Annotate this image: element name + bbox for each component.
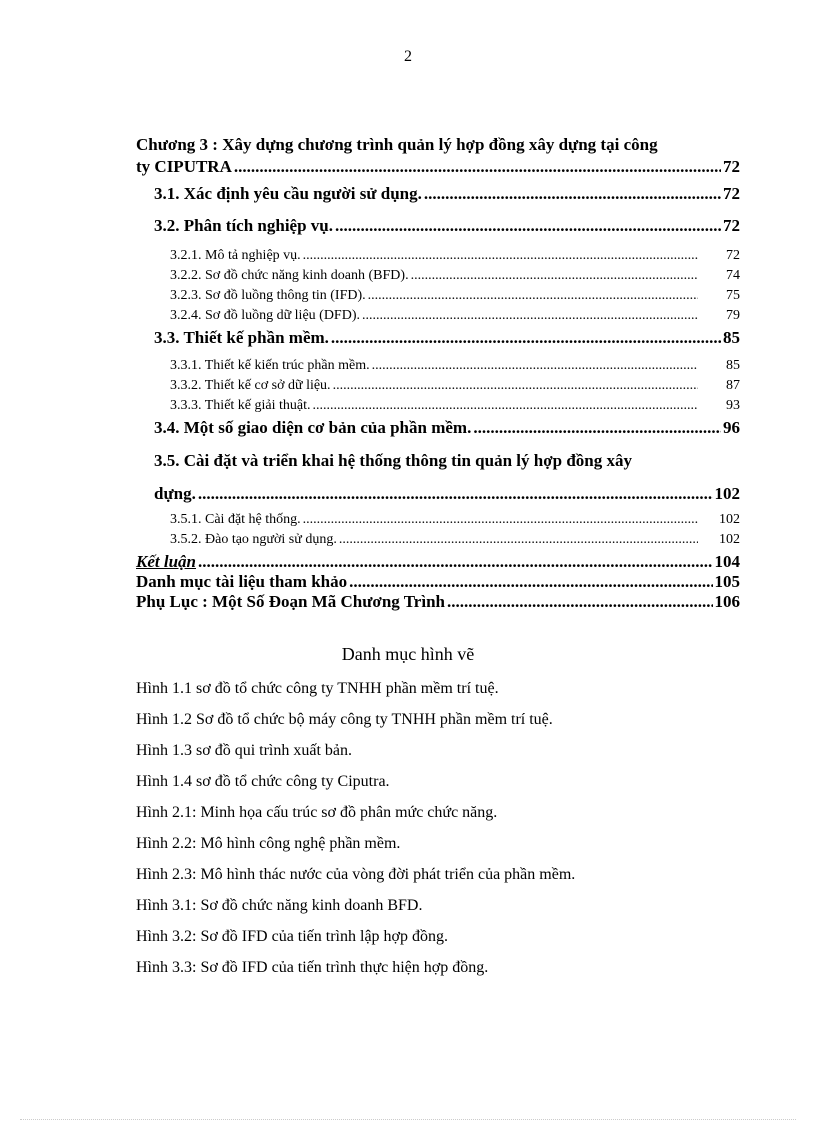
toc-section-title-cont: dựng.: [154, 484, 196, 503]
toc-section-title: 3.4. Một số giao diện cơ bản của phần mềm.: [154, 418, 472, 437]
toc-page-number: 87: [726, 378, 740, 393]
toc-section-3-3: [136, 328, 740, 348]
toc-leader: [333, 376, 698, 396]
toc-leader: [234, 156, 721, 178]
toc-subsections-3-2: [136, 246, 740, 326]
toc-leader: [411, 266, 698, 286]
toc-page-number: 79: [726, 308, 740, 323]
toc-leader: [349, 572, 712, 592]
toc-section-title: 3.3. Thiết kế phần mềm.: [154, 328, 329, 347]
toc-subsection-title: 3.5.1. Cài đặt hệ thống.: [170, 512, 301, 527]
toc-leader: [424, 184, 721, 204]
toc-page-number: 96: [723, 418, 740, 437]
table-of-contents: [136, 134, 740, 612]
toc-leader: [447, 592, 713, 612]
toc-page-number: 85: [723, 328, 740, 347]
toc-leader: [362, 306, 698, 326]
toc-page-number: 72: [723, 157, 740, 176]
toc-page-number: 102: [714, 484, 740, 503]
page-number: 2: [404, 48, 412, 65]
toc-subsection-title: 3.3.3. Thiết kế giải thuật.: [170, 398, 311, 413]
toc-leader: [331, 328, 721, 348]
toc-leader: [368, 286, 698, 306]
toc-subsection-3-2-1: [136, 246, 740, 266]
toc-section-3-1: [136, 184, 740, 204]
page-bottom-divider: [20, 1119, 796, 1120]
toc-leader: [303, 510, 698, 530]
figure-item: Hình 3.3: Sơ đồ IFD của tiến trình thực hiện hợp đồng.: [136, 959, 489, 976]
toc-entry-title: Kết luận: [136, 552, 196, 571]
toc-leader: [473, 418, 721, 438]
toc-subsection-3-5-1: [136, 510, 740, 530]
toc-section-3-5: [136, 484, 740, 504]
toc-leader: [372, 356, 698, 376]
toc-leader: [339, 530, 698, 550]
toc-page-number: 104: [714, 552, 740, 571]
toc-section-3-2: [136, 216, 740, 236]
figures-heading: Danh mục hình vẽ: [341, 644, 475, 664]
toc-page-number: 74: [726, 268, 740, 283]
toc-page-number: 72: [723, 216, 740, 235]
toc-page-number: 72: [723, 184, 740, 203]
toc-leader: [303, 246, 698, 266]
toc-page-number: 72: [726, 248, 740, 263]
toc-subsection-3-5-2: [136, 530, 740, 550]
toc-subsection-title: 3.3.1. Thiết kế kiến trúc phần mềm.: [170, 358, 370, 373]
toc-leader: [198, 484, 713, 504]
toc-page-number: 85: [726, 358, 740, 373]
toc-appendix: [136, 592, 740, 612]
toc-subsection-3-3-1: [136, 356, 740, 376]
toc-page-number: 102: [719, 512, 740, 527]
toc-chapter-3-title-cont: ty CIPUTRA: [136, 157, 232, 176]
toc-page-number: 102: [719, 532, 740, 547]
toc-section-3-5-title: 3.5. Cài đặt và triển khai hệ thống thông tin quản lý hợp đồng xây: [154, 451, 632, 470]
figure-item: Hình 1.3 sơ đồ qui trình xuất bản.: [136, 742, 352, 759]
toc-leader: [198, 552, 713, 572]
toc-chapter-3-title: Chương 3 : Xây dựng chương trình quản lý hợp đồng xây dựng tại công: [136, 135, 658, 154]
toc-subsection-title: 3.2.4. Sơ đồ luồng dữ liệu (DFD).: [170, 308, 360, 323]
toc-references: [136, 572, 740, 592]
toc-conclusion: [136, 552, 740, 572]
toc-subsection-3-2-2: [136, 266, 740, 286]
toc-subsections-3-3: [136, 356, 740, 416]
toc-subsection-title: 3.3.2. Thiết kế cơ sở dữ liệu.: [170, 378, 331, 393]
toc-page-number: 106: [714, 592, 740, 611]
toc-entry-title: Danh mục tài liệu tham khảo: [136, 572, 348, 591]
figure-item: Hình 1.4 sơ đồ tổ chức công ty Ciputra.: [136, 773, 390, 790]
toc-subsection-3-3-2: [136, 376, 740, 396]
figure-item: Hình 2.1: Minh họa cấu trúc sơ đồ phân mức chức năng.: [136, 804, 498, 821]
figure-item: Hình 3.2: Sơ đồ IFD của tiến trình lập hợp đồng.: [136, 928, 449, 945]
toc-subsection-title: 3.2.2. Sơ đồ chức năng kinh doanh (BFD).: [170, 268, 409, 283]
figure-list: [136, 678, 756, 988]
toc-leader: [335, 216, 721, 236]
toc-subsection-title: 3.2.3. Sơ đồ luồng thông tin (IFD).: [170, 288, 366, 303]
toc-entry-title: Phụ Lục : Một Số Đoạn Mã Chương Trình: [136, 592, 445, 611]
toc-leader: [313, 396, 699, 416]
toc-subsection-3-3-3: [136, 396, 740, 416]
toc-subsection-title: 3.2.1. Mô tả nghiệp vụ.: [170, 248, 301, 263]
toc-subsections-3-5: [136, 510, 740, 550]
toc-page-number: 75: [726, 288, 740, 303]
figure-item: Hình 2.3: Mô hình thác nước của vòng đời phát triển của phần mềm.: [136, 866, 576, 883]
figure-item: Hình 2.2: Mô hình công nghệ phần mềm.: [136, 835, 401, 852]
figure-item: Hình 1.2 Sơ đồ tổ chức bộ máy công ty TNHH phần mềm trí tuệ.: [136, 711, 553, 728]
toc-subsection-3-2-3: [136, 286, 740, 306]
figure-item: Hình 3.1: Sơ đồ chức năng kinh doanh BFD.: [136, 897, 423, 914]
toc-section-title: 3.1. Xác định yêu cầu người sử dụng.: [154, 184, 422, 203]
toc-section-3-4: [136, 418, 740, 438]
toc-page-number: 93: [726, 398, 740, 413]
toc-section-title: 3.2. Phân tích nghiệp vụ.: [154, 216, 334, 235]
toc-subsection-title: 3.5.2. Đào tạo người sử dụng.: [170, 532, 337, 547]
toc-chapter-3-entry: [136, 156, 740, 178]
toc-page-number: 105: [714, 572, 740, 591]
toc-subsection-3-2-4: [136, 306, 740, 326]
figure-item: Hình 1.1 sơ đồ tổ chức công ty TNHH phần mềm trí tuệ.: [136, 680, 499, 697]
